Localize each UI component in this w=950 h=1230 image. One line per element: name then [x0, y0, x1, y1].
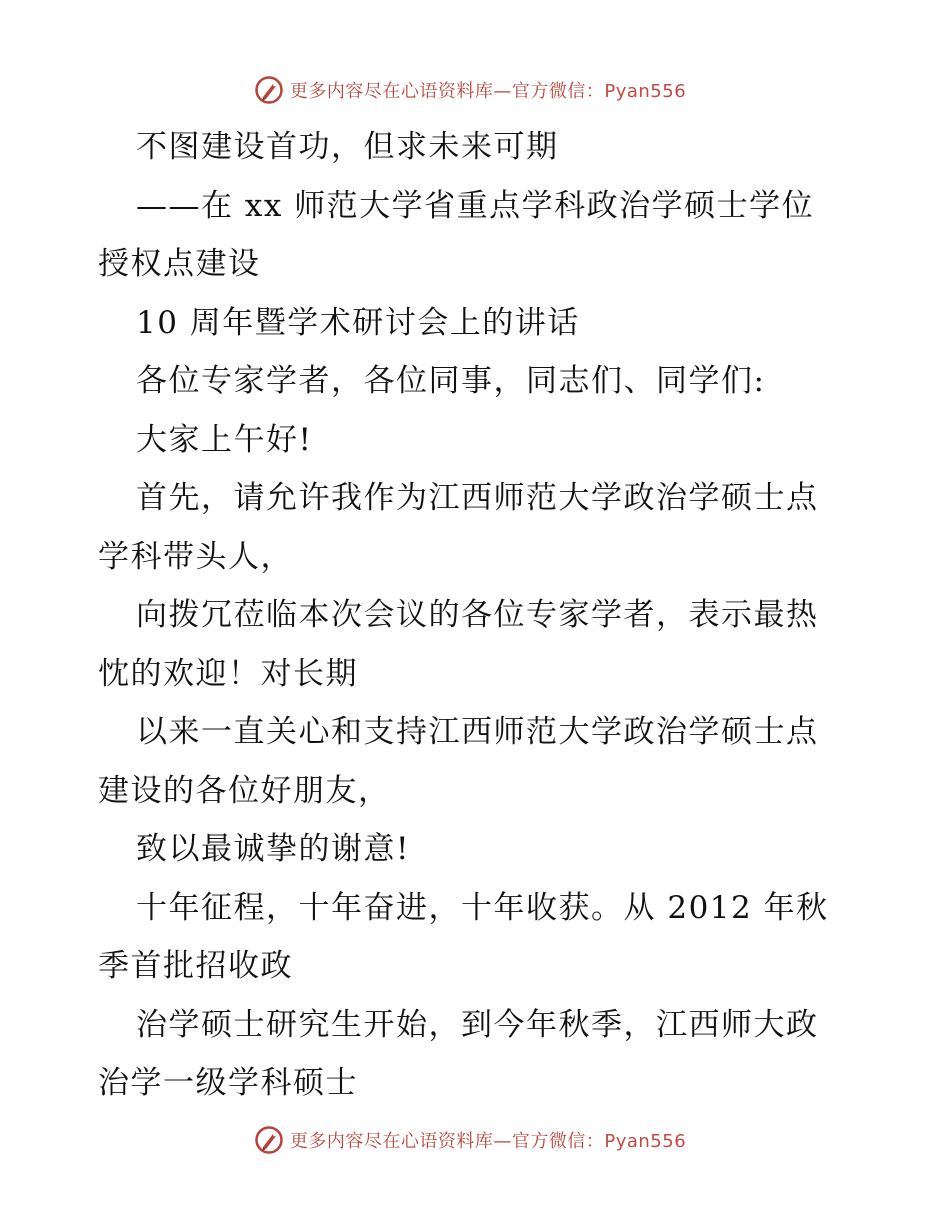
- watermark-contact: Pyan556: [604, 81, 687, 102]
- paragraph-line: 学科带头人，: [98, 538, 293, 575]
- paragraph-line: 授权点建设: [98, 246, 261, 282]
- paragraph-line: 治学硕士研究生开始，到今年秋季，江西师大政: [136, 1006, 819, 1043]
- watermark-contact: Pyan556: [604, 1131, 687, 1152]
- paragraph-line: 忱的欢迎！对长期: [98, 655, 358, 692]
- paragraph-line: 十年征程，十年奋进，十年收获。从 2012 年秋: [136, 889, 829, 926]
- paragraph-line: 致以最诚挚的谢意!: [136, 831, 410, 867]
- watermark-text: [290, 77, 686, 103]
- paragraph-line: 各位专家学者，各位同事，同志们、同学们:: [136, 363, 766, 399]
- watermark-label: 更多内容尽在心语资料库—官方微信：: [289, 1131, 605, 1152]
- paragraph-line: 季首批招收政: [98, 948, 293, 984]
- watermark-header: [0, 70, 950, 110]
- paragraph-line: 建设的各位好朋友，: [98, 772, 391, 809]
- watermark-header-inner: [254, 75, 686, 105]
- document-body: [98, 118, 858, 1113]
- paragraph-line: 10 周年暨学术研讨会上的讲话: [136, 304, 580, 341]
- pen-circle-logo-icon: [254, 1125, 284, 1155]
- watermark-footer: [0, 1120, 950, 1160]
- paragraph-line: 以来一直关心和支持江西师范大学政治学硕士点: [136, 714, 819, 750]
- watermark-text: [290, 1127, 686, 1153]
- paragraph-line: 治学一级学科硕士: [98, 1065, 358, 1101]
- watermark-label: 更多内容尽在心语资料库—官方微信：: [289, 81, 605, 102]
- paragraph-line: 向拨冗莅临本次会议的各位专家学者，表示最热: [136, 597, 819, 633]
- paragraph-line: 不图建设首功，但求未来可期: [136, 129, 559, 165]
- paragraph-line: ——在 xx 师范大学省重点学科政治学硕士学位: [136, 187, 815, 224]
- paragraph-line: 大家上午好!: [136, 421, 313, 458]
- pen-circle-logo-icon: [254, 75, 284, 105]
- paragraph-line: 首先，请允许我作为江西师范大学政治学硕士点: [136, 480, 819, 516]
- watermark-footer-inner: [254, 1125, 686, 1155]
